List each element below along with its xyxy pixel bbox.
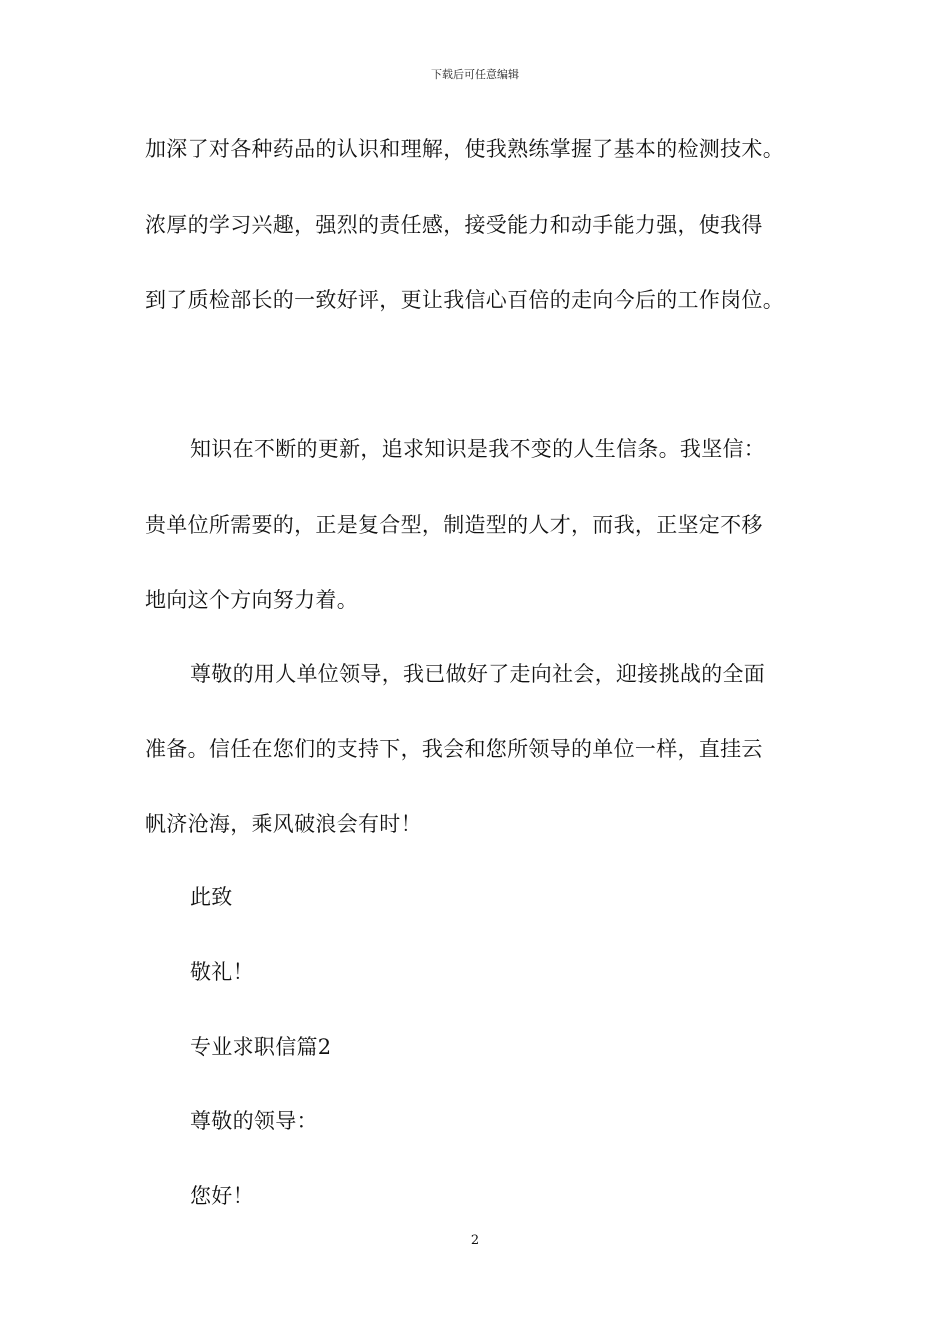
- page-number: 2: [470, 1233, 480, 1248]
- body-line: 浓厚的学习兴趣，强烈的责任感，接受能力和动手能力强，使我得: [145, 213, 763, 237]
- body-line: 贵单位所需要的，正是复合型，制造型的人才，而我，正坚定不移: [145, 513, 763, 537]
- body-line: 知识在不断的更新，追求知识是我不变的人生信条。我坚信：: [190, 437, 766, 461]
- body-line: 地向这个方向努力着。: [145, 588, 358, 612]
- body-line: 加深了对各种药品的认识和理解，使我熟练掌握了基本的检测技术。: [145, 137, 784, 161]
- closing-regards: 敬礼！: [190, 960, 254, 984]
- page-header: 下载后可任意编辑: [431, 68, 519, 81]
- body-line: 准备。信任在您们的支持下，我会和您所领导的单位一样，直挂云: [145, 737, 763, 761]
- section-title: 专业求职信篇2: [190, 1035, 332, 1059]
- closing-salutation: 此致: [190, 885, 233, 909]
- greeting-hello: 您好！: [190, 1184, 254, 1208]
- body-line: 帆济沧海，乘风破浪会有时！: [145, 812, 422, 836]
- body-line: 到了质检部长的一致好评，更让我信心百倍的走向今后的工作岗位。: [145, 288, 784, 312]
- body-line: 尊敬的用人单位领导，我已做好了走向社会，迎接挑战的全面: [190, 662, 766, 686]
- greeting: 尊敬的领导：: [190, 1109, 318, 1133]
